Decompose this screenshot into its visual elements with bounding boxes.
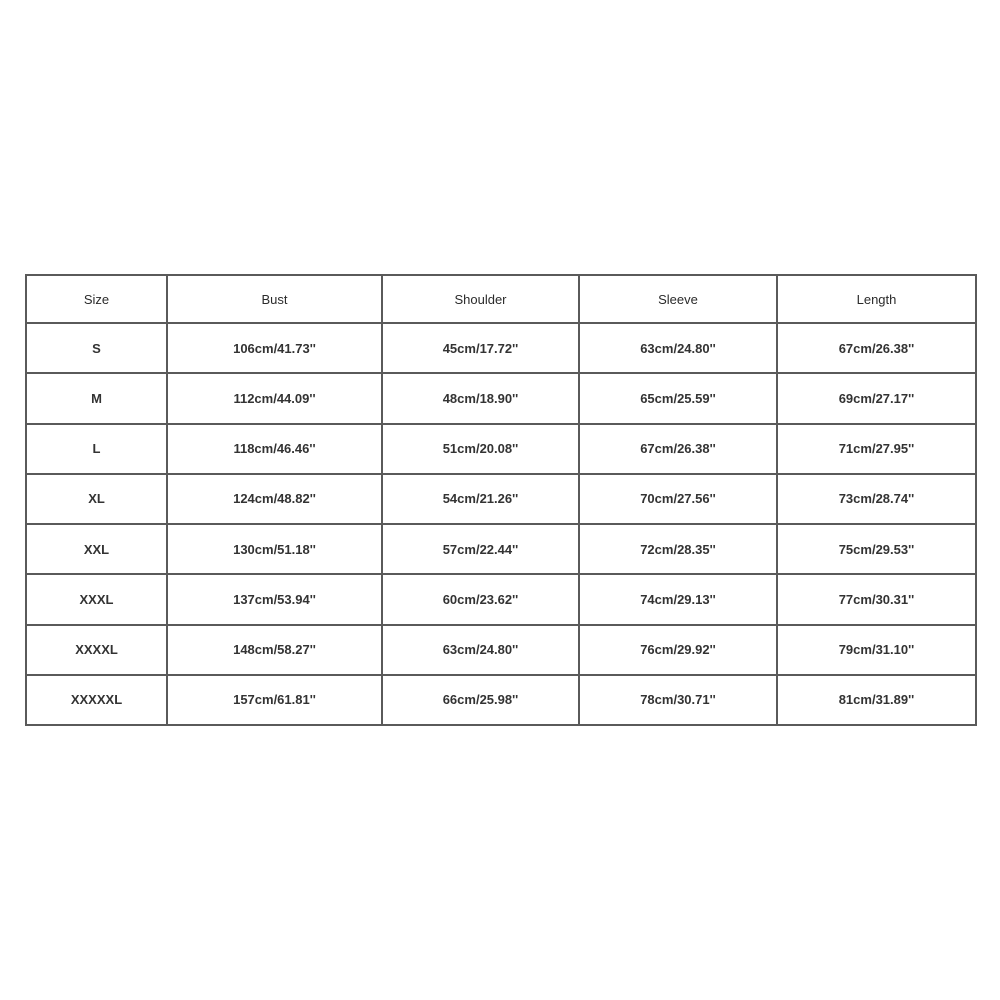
cell-shoulder: 45cm/17.72'' (382, 323, 579, 373)
table-header (26, 275, 976, 323)
cell-sleeve: 74cm/29.13'' (579, 574, 777, 624)
cell-length: 71cm/27.95'' (777, 424, 976, 474)
cell-length: 79cm/31.10'' (777, 625, 976, 675)
header-length: Length (777, 275, 976, 323)
cell-size: XXXL (26, 574, 167, 624)
cell-length: 75cm/29.53'' (777, 524, 976, 574)
table-row (26, 524, 976, 574)
cell-bust: 137cm/53.94'' (167, 574, 382, 624)
cell-length: 73cm/28.74'' (777, 474, 976, 524)
cell-bust: 118cm/46.46'' (167, 424, 382, 474)
cell-shoulder: 51cm/20.08'' (382, 424, 579, 474)
table-row (26, 574, 976, 624)
header-shoulder: Shoulder (382, 275, 579, 323)
cell-sleeve: 72cm/28.35'' (579, 524, 777, 574)
header-size: Size (26, 275, 167, 323)
cell-sleeve: 78cm/30.71'' (579, 675, 777, 725)
cell-size: XL (26, 474, 167, 524)
table-row (26, 675, 976, 725)
cell-size: XXXXL (26, 625, 167, 675)
cell-bust: 124cm/48.82'' (167, 474, 382, 524)
cell-shoulder: 48cm/18.90'' (382, 373, 579, 423)
cell-bust: 112cm/44.09'' (167, 373, 382, 423)
header-bust: Bust (167, 275, 382, 323)
cell-length: 69cm/27.17'' (777, 373, 976, 423)
cell-size: XXXXXL (26, 675, 167, 725)
header-row (26, 275, 976, 323)
cell-bust: 157cm/61.81'' (167, 675, 382, 725)
cell-shoulder: 57cm/22.44'' (382, 524, 579, 574)
size-chart-table (25, 274, 977, 726)
header-sleeve: Sleeve (579, 275, 777, 323)
cell-shoulder: 60cm/23.62'' (382, 574, 579, 624)
cell-shoulder: 54cm/21.26'' (382, 474, 579, 524)
table-row (26, 625, 976, 675)
cell-size: L (26, 424, 167, 474)
table-row (26, 424, 976, 474)
table-row (26, 373, 976, 423)
cell-length: 67cm/26.38'' (777, 323, 976, 373)
cell-size: M (26, 373, 167, 423)
cell-shoulder: 66cm/25.98'' (382, 675, 579, 725)
table-row (26, 323, 976, 373)
cell-length: 77cm/30.31'' (777, 574, 976, 624)
cell-bust: 130cm/51.18'' (167, 524, 382, 574)
cell-shoulder: 63cm/24.80'' (382, 625, 579, 675)
cell-sleeve: 63cm/24.80'' (579, 323, 777, 373)
cell-bust: 106cm/41.73'' (167, 323, 382, 373)
cell-sleeve: 70cm/27.56'' (579, 474, 777, 524)
cell-bust: 148cm/58.27'' (167, 625, 382, 675)
cell-size: S (26, 323, 167, 373)
table-body (26, 323, 976, 725)
cell-sleeve: 67cm/26.38'' (579, 424, 777, 474)
cell-size: XXL (26, 524, 167, 574)
cell-length: 81cm/31.89'' (777, 675, 976, 725)
cell-sleeve: 65cm/25.59'' (579, 373, 777, 423)
table-row (26, 474, 976, 524)
cell-sleeve: 76cm/29.92'' (579, 625, 777, 675)
